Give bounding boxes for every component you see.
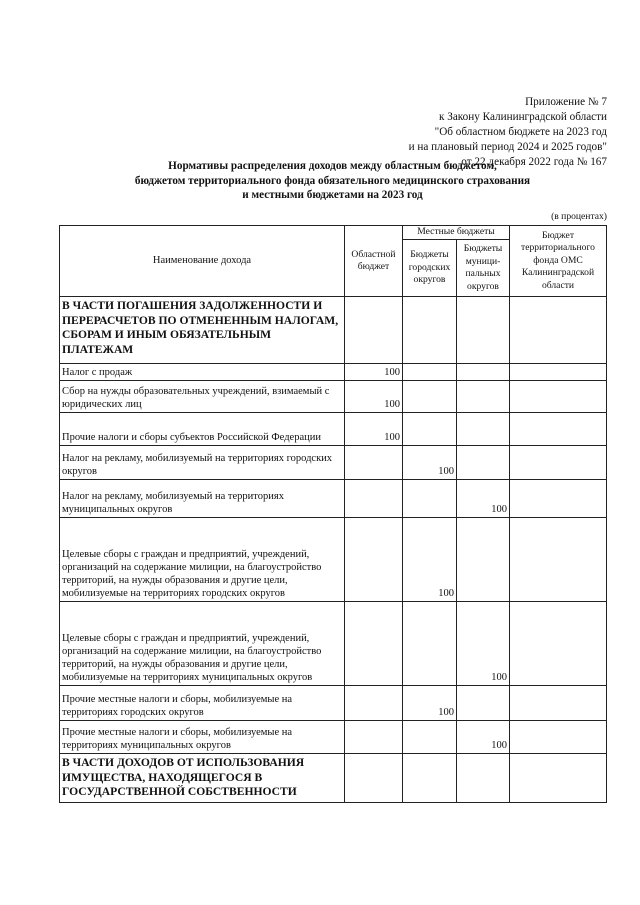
row-name: Прочие налоги и сборы субъектов Российской Федерации bbox=[60, 413, 345, 446]
title-line: и местными бюджетами на 2023 год bbox=[242, 189, 423, 201]
table-row bbox=[60, 721, 607, 754]
cell-city bbox=[403, 721, 457, 754]
cell-municipal bbox=[457, 297, 510, 364]
cell-city bbox=[403, 413, 457, 446]
revenue-table bbox=[59, 225, 607, 803]
row-name: Налог на рекламу, мобилизуемый на территориях городских округов bbox=[60, 446, 345, 480]
row-name: Налог с продаж bbox=[60, 364, 345, 381]
cell-municipal bbox=[457, 518, 510, 602]
header-oms: Бюджет территориального фонда ОМС Калининградской области bbox=[510, 226, 607, 297]
row-name: В ЧАСТИ ПОГАШЕНИЯ ЗАДОЛЖЕННОСТИ И ПЕРЕРАСЧЕТОВ ПО ОТМЕНЕННЫМ НАЛОГАМ, СБОРАМ И ИНЫМ ОБЯЗАТЕЛЬНЫМ ПЛАТЕЖАМ bbox=[60, 297, 345, 364]
title-line: Нормативы распределения доходов между областным бюджетом, bbox=[168, 160, 497, 172]
cell-municipal: 100 bbox=[457, 602, 510, 686]
cell-city bbox=[403, 754, 457, 803]
cell-municipal bbox=[457, 754, 510, 803]
units-note: (в процентах) bbox=[551, 211, 607, 222]
cell-municipal bbox=[457, 686, 510, 721]
cell-city bbox=[403, 381, 457, 413]
header-local-budgets: Местные бюджеты bbox=[403, 226, 510, 240]
table-row bbox=[60, 413, 607, 446]
cell-regional bbox=[345, 686, 403, 721]
row-name: Целевые сборы с граждан и предприятий, учреждений, организаций на содержание милиции, на благоустройство территорий, на нужды образования и другие цели, мобилизуемые на территориях муниципальных округов bbox=[60, 602, 345, 686]
table-row bbox=[60, 518, 607, 602]
cell-oms bbox=[510, 721, 607, 754]
cell-oms bbox=[510, 754, 607, 803]
cell-municipal: 100 bbox=[457, 480, 510, 518]
cell-city: 100 bbox=[403, 686, 457, 721]
cell-regional bbox=[345, 721, 403, 754]
cell-oms bbox=[510, 686, 607, 721]
cell-regional: 100 bbox=[345, 364, 403, 381]
row-name: Прочие местные налоги и сборы, мобилизуемые на территориях муниципальных округов bbox=[60, 721, 345, 754]
document-title bbox=[60, 159, 605, 203]
cell-municipal bbox=[457, 381, 510, 413]
table-row bbox=[60, 446, 607, 480]
cell-municipal: 100 bbox=[457, 721, 510, 754]
cell-municipal bbox=[457, 364, 510, 381]
table-row bbox=[60, 364, 607, 381]
approval-line: и на плановый период 2024 и 2025 годов" bbox=[408, 141, 607, 153]
header-city: Бюджеты городских округов bbox=[403, 240, 457, 297]
approval-line: к Закону Калининградской области bbox=[439, 111, 607, 123]
cell-regional bbox=[345, 446, 403, 480]
cell-city bbox=[403, 297, 457, 364]
table-row bbox=[60, 480, 607, 518]
cell-regional bbox=[345, 480, 403, 518]
row-name: Сбор на нужды образовательных учреждений, взимаемый с юридических лиц bbox=[60, 381, 345, 413]
row-name: Целевые сборы с граждан и предприятий, учреждений, организаций на содержание милиции, на благоустройство территорий, на нужды образования и другие цели, мобилизуемые на территориях городских округов bbox=[60, 518, 345, 602]
table-row bbox=[60, 602, 607, 686]
cell-city: 100 bbox=[403, 518, 457, 602]
cell-city: 100 bbox=[403, 446, 457, 480]
approval-line: "Об областном бюджете на 2023 год bbox=[434, 126, 607, 138]
cell-regional bbox=[345, 297, 403, 364]
cell-city bbox=[403, 602, 457, 686]
row-name: В ЧАСТИ ДОХОДОВ ОТ ИСПОЛЬЗОВАНИЯ ИМУЩЕСТВА, НАХОДЯЩЕГОСЯ В ГОСУДАРСТВЕННОЙ СОБСТВЕННОСТИ bbox=[60, 754, 345, 803]
header-regional: Областной бюджет bbox=[345, 226, 403, 297]
cell-oms bbox=[510, 364, 607, 381]
cell-city bbox=[403, 480, 457, 518]
approval-line: от 22 декабря 2022 года № 167 bbox=[461, 156, 607, 168]
cell-regional: 100 bbox=[345, 413, 403, 446]
row-name: Налог на рекламу, мобилизуемый на территориях муниципальных округов bbox=[60, 480, 345, 518]
cell-oms bbox=[510, 297, 607, 364]
table-row bbox=[60, 686, 607, 721]
cell-city bbox=[403, 364, 457, 381]
table-row bbox=[60, 381, 607, 413]
header-name: Наименование дохода bbox=[60, 226, 345, 297]
table-row bbox=[60, 754, 607, 803]
cell-regional bbox=[345, 754, 403, 803]
row-name: Прочие местные налоги и сборы, мобилизуемые на территориях городских округов bbox=[60, 686, 345, 721]
cell-municipal bbox=[457, 413, 510, 446]
cell-regional: 100 bbox=[345, 381, 403, 413]
cell-municipal bbox=[457, 446, 510, 480]
approval-line: Приложение № 7 bbox=[525, 96, 607, 108]
cell-oms bbox=[510, 518, 607, 602]
cell-oms bbox=[510, 413, 607, 446]
header-municipal: Бюджеты муници-пальных округов bbox=[457, 240, 510, 297]
cell-oms bbox=[510, 381, 607, 413]
cell-regional bbox=[345, 602, 403, 686]
cell-oms bbox=[510, 602, 607, 686]
title-line: бюджетом территориального фонда обязательного медицинского страхования bbox=[134, 174, 531, 187]
cell-regional bbox=[345, 518, 403, 602]
cell-oms bbox=[510, 446, 607, 480]
cell-oms bbox=[510, 480, 607, 518]
table-row bbox=[60, 297, 607, 364]
